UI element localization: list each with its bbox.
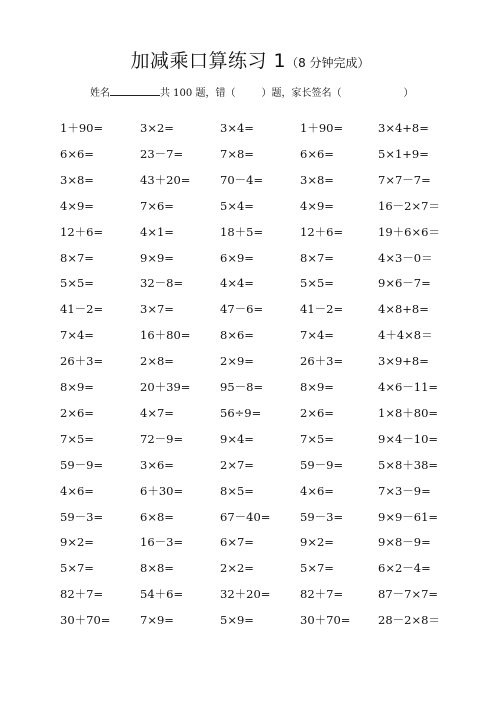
problem-item: 6×6= [300,146,334,161]
problem-row [0,222,500,242]
problem-item: 9×2= [60,535,94,550]
problem-row [0,351,500,371]
problem-item: 16－3= [140,535,184,550]
problem-row [0,196,500,216]
problem-item: 1×8＋80= [378,405,439,420]
problem-row [0,429,500,449]
problem-item: 30＋70= [60,613,111,628]
problem-item: 18＋5= [220,224,264,239]
title-subtitle: （8 分钟完成） [286,56,370,70]
problem-item: 9×8－9= [378,535,431,550]
close-paren: ） [403,88,414,99]
problem-item: 2×6= [300,405,334,420]
problem-row [0,273,500,293]
problem-item: 67－40= [220,509,271,524]
problem-item: 3×2= [140,121,174,135]
problem-item: 59－9= [300,457,344,472]
problem-item: 8×7= [300,250,334,265]
problem-item: 9×9= [140,250,174,265]
problem-item: 6×8= [140,509,174,524]
problem-item: 3×8= [60,172,94,187]
problem-item: 1＋90= [300,121,344,135]
problem-item: 3×9+8= [378,354,429,369]
problem-item: 47－6= [220,302,264,317]
problem-item: 5×8＋38= [378,457,439,472]
problem-row [0,377,500,397]
problem-row [0,507,500,527]
problem-item: 9×2= [300,535,334,550]
problem-item: 8×9= [300,380,334,394]
problem-item: 4×8+8= [378,302,429,317]
problem-item: 7×6= [140,198,174,213]
problem-item: 26＋3= [300,354,344,369]
title-main: 加减乘口算练习 1 [130,50,287,72]
problem-item: 3×7= [140,302,174,317]
problem-item: 2×6= [60,405,94,420]
problem-item: 4×1= [140,224,174,239]
problem-item: 56÷9= [220,405,262,420]
problem-item: 4＋4×8＝ [378,328,433,343]
problem-item: 9×9－61= [378,509,439,524]
problem-item: 54＋6= [140,587,184,602]
problem-item: 30＋70= [300,613,351,628]
student-info-line [90,86,413,101]
problem-item: 2×2= [220,561,254,576]
problem-item: 19＋6×6＝ [378,224,440,239]
problem-row [0,610,500,630]
problem-item: 7×9= [140,613,174,628]
problem-item: 3×8= [300,172,334,187]
problem-item: 6×6= [60,146,94,161]
problem-item: 8×5= [220,483,254,498]
problem-item: 26＋3= [60,354,104,369]
problem-item: 7×3－9= [378,483,431,498]
problem-item: 16－2×7＝ [378,198,440,213]
problem-item: 4×9= [60,198,94,213]
problem-item: 70－4= [220,172,264,187]
problem-item: 7×4= [300,328,334,343]
name-label: 姓名 [90,88,110,99]
problem-item: 12＋6= [60,224,104,239]
problem-item: 5×7= [60,561,94,576]
problem-item: 8×9= [60,380,94,394]
problem-item: 5×4= [220,198,254,213]
problem-item: 6×9= [220,250,254,265]
problem-item: 59－9= [60,457,104,472]
problem-item: 3×4+8= [378,121,429,135]
problem-item: 82＋7= [60,587,104,602]
problem-item: 7×5= [300,431,334,446]
problem-item: 3×6= [140,457,174,472]
problem-item: 2×7= [220,457,254,472]
problem-item: 6×2－4= [378,561,431,576]
problem-item: 43＋20= [140,172,191,187]
problem-item: 32－8= [140,276,184,291]
problem-row [0,403,500,423]
problem-item: 7×4= [60,328,94,343]
problem-item: 7×7－7= [378,172,431,187]
problem-item: 23－7= [140,146,184,161]
problem-item: 2×8= [140,354,174,369]
problem-item: 1＋90= [60,121,104,135]
problem-item: 7×5= [60,431,94,446]
problem-item: 59－3= [60,509,104,524]
problem-item: 2×9= [220,354,254,369]
worksheet-title [0,50,500,74]
problem-row [0,170,500,190]
problem-item: 6＋30= [140,483,184,498]
problem-item: 4×6= [60,483,94,498]
problem-item: 8×7= [60,250,94,265]
problem-item: 4×3－0＝ [378,250,433,265]
problem-row [0,558,500,578]
problem-item: 12＋6= [300,224,344,239]
problem-item: 20＋39= [140,380,191,394]
problem-item: 7×8= [220,146,254,161]
problem-item: 41－2= [60,302,104,317]
problem-item: 3×4= [220,121,254,135]
problem-item: 9×4= [220,431,254,446]
problem-item: 5×5= [300,276,334,291]
problem-item: 59－3= [300,509,344,524]
problem-row [0,118,500,138]
problem-item: 5×1+9= [378,146,429,161]
problem-row [0,299,500,319]
problem-item: 9×6－7= [378,276,431,291]
problem-item: 8×6= [220,328,254,343]
problem-row [0,325,500,345]
problem-item: 16＋80= [140,328,191,343]
problem-row [0,248,500,268]
problem-item: 6×7= [220,535,254,550]
problem-item: 5×5= [60,276,94,291]
problem-item: 87－7×7= [378,587,439,602]
problem-item: 4×7= [140,405,174,420]
problem-item: 5×9= [220,613,254,628]
problem-item: 4×4= [220,276,254,291]
problem-item: 4×6－11= [378,380,439,394]
problem-row [0,532,500,552]
problem-item: 28－2×8＝ [378,613,440,628]
wrong-suffix-text: ）题，家长签名（ [261,88,342,99]
problem-item: 95－8= [220,380,264,394]
problem-item: 4×9= [300,198,334,213]
problem-item: 41－2= [300,302,344,317]
problem-row [0,144,500,164]
total-text: 共 100 题，错（ [160,88,236,99]
problem-row [0,584,500,604]
problem-item: 4×6= [300,483,334,498]
problem-row [0,481,500,501]
problem-item: 72－9= [140,431,184,446]
problem-item: 9×4－10= [378,431,439,446]
problem-row [0,455,500,475]
problem-item: 32＋20= [220,587,271,602]
problem-item: 82＋7= [300,587,344,602]
problem-item: 8×8= [140,561,174,576]
name-blank[interactable] [110,86,160,96]
problem-item: 5×7= [300,561,334,576]
